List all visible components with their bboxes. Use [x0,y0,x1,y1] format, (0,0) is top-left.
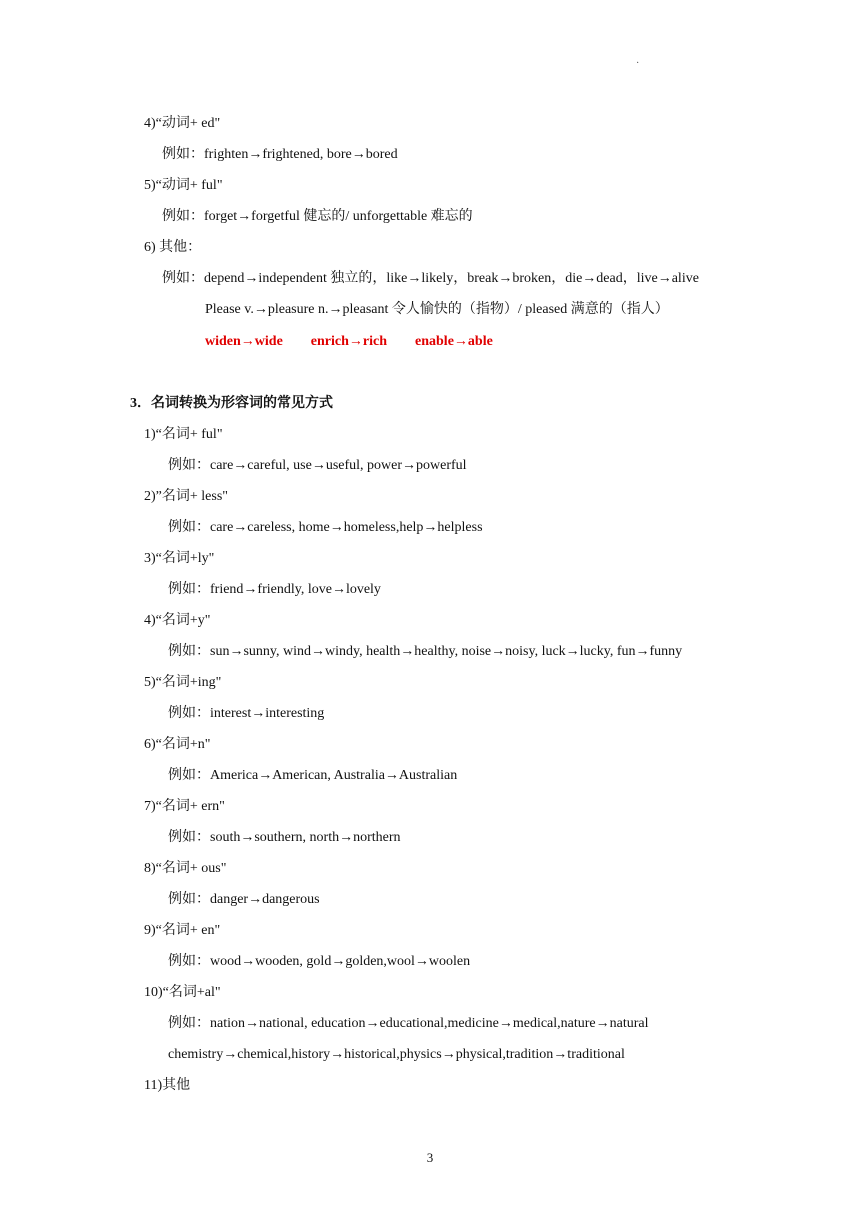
red-example: enrich→rich [310,334,388,349]
item-example: 例如：depend→independent 独立的，like→likely，break→broken，die→dead，live→alive [162,271,699,286]
red-example: enable→able [415,334,493,349]
item-example: 例如：care→careful, use→useful, power→powerful [168,458,467,473]
item-example-continued: chemistry→chemical,history→historical,physics→physical,tradition→traditional [168,1047,625,1062]
item-title: 9)“名词+ en" [144,923,221,938]
item-example: 例如：frighten→frightened, bore→bored [162,147,398,162]
item-title: 6)“名词+n" [144,737,211,752]
item-title: 4)“动词+ ed" [144,116,221,131]
item-title: 2)”名词+ less" [144,489,228,504]
item-title: 5)“动词+ ful" [144,178,223,193]
item-title: 6) 其他： [144,240,202,255]
page-number: 3 [426,1150,434,1165]
item-example: 例如：interest→interesting [168,706,325,721]
item-title: 5)“名词+ing" [144,675,222,690]
item-example-continued: Please v.→pleasure n.→pleasant 令人愉快的（指物）/ pleased 满意的（指人） [205,302,669,317]
red-examples [205,333,493,351]
item-example: 例如：south→southern, north→northern [168,830,401,845]
item-example: 例如：forget→forgetful 健忘的/ unforgettable 难忘的 [162,209,473,224]
item-title: 7)“名词+ ern" [144,799,225,814]
item-example: 例如：America→American, Australia→Australian [168,768,458,783]
item-example: 例如：danger→dangerous [168,892,320,907]
item-title: 1)“名词+ ful" [144,427,223,442]
item-example: 例如：nation→national, education→educational,medicine→medical,nature→natural [168,1016,649,1031]
item-example: 例如：friend→friendly, love→lovely [168,582,381,597]
item-example: 例如：wood→wooden, gold→golden,wool→woolen [168,954,471,969]
item-title: 8)“名词+ ous" [144,861,227,876]
item-title: 3)“名词+ly" [144,551,215,566]
item-example: 例如：care→careless, home→homeless,help→helpless [168,520,483,535]
item-title: 10)“名词+al" [144,985,221,1000]
red-example: widen→wide [205,334,283,349]
section-heading: 3．名词转换为形容词的常见方式 [130,396,333,411]
item-title: 4)“名词+y" [144,613,211,628]
item-example: 例如：sun→sunny, wind→windy, health→healthy, noise→noisy, luck→lucky, fun→funny [168,644,683,659]
header-mark: · [636,58,640,69]
item-title: 11)其他 [144,1078,191,1093]
